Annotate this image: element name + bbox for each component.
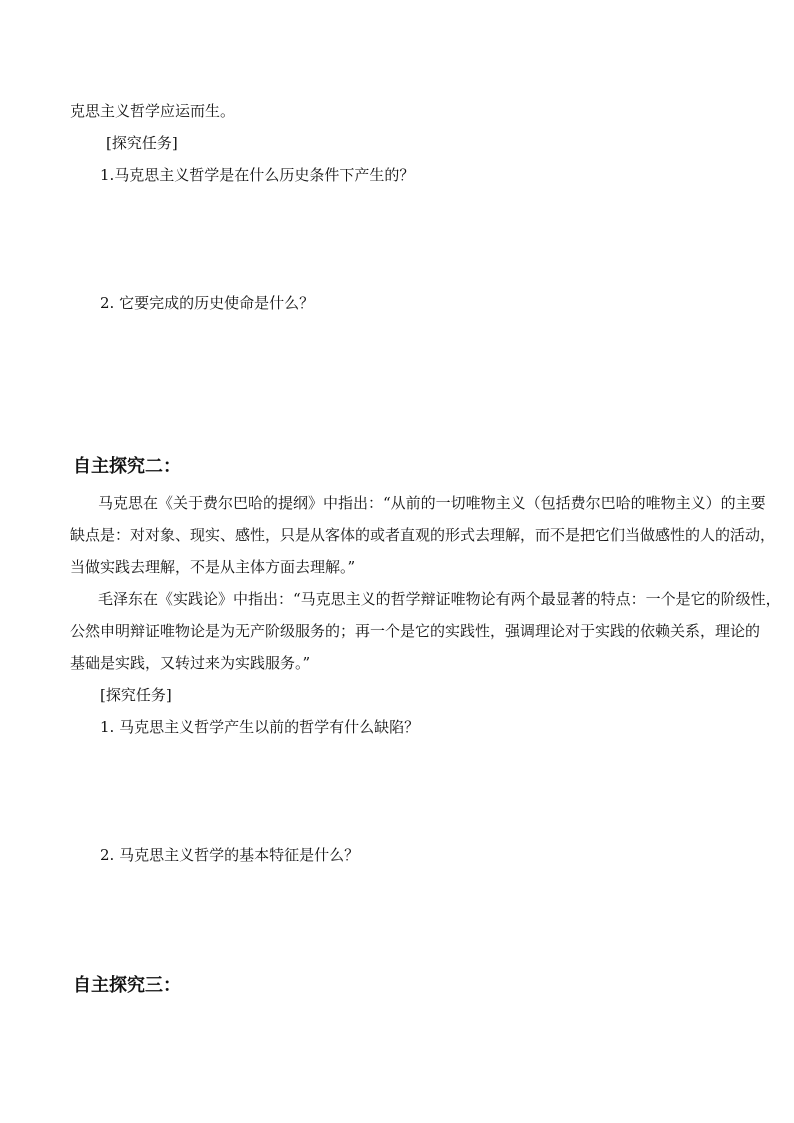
quote-marx-line-1: 马克思在《关于费尔巴哈的提纲》中指出：“从前的一切唯物主义（包括费尔巴哈的唯物主义）的主要 <box>98 494 766 512</box>
quote-mao-line-2: 公然申明辩证唯物论是为无产阶级服务的；再一个是它的实践性，强调理论对于实践的依赖关系，理论的 <box>70 622 761 640</box>
continuation-text: 克思主义哲学应运而生。 <box>70 102 236 120</box>
task-label: [探究任务] <box>106 134 178 152</box>
section-heading-2: 自主探究二： <box>73 456 181 477</box>
question-3: 1. 马克思主义哲学产生以前的哲学有什么缺陷？ <box>100 718 420 736</box>
quote-marx-line-3: 当做实践去理解，不是从主体方面去理解。” <box>70 558 356 576</box>
quote-marx-line-2: 缺点是：对对象、现实、感性，只是从客体的或者直观的形式去理解，而不是把它们当做感性的人的活动， <box>70 526 776 544</box>
quote-mao-line-3: 基础是实践，又转过来为实践服务。” <box>70 654 311 672</box>
question-2: 2. 它要完成的历史使命是什么？ <box>100 294 315 312</box>
section-heading-3: 自主探究三： <box>73 975 181 996</box>
task-label-2: [探究任务] <box>100 686 172 704</box>
question-1: 1.马克思主义哲学是在什么历史条件下产生的？ <box>100 166 415 184</box>
quote-mao-line-1: 毛泽东在《实践论》中指出：“马克思主义的哲学辩证唯物论有两个最显著的特点：一个是它的阶级性， <box>98 590 781 608</box>
question-4: 2. 马克思主义哲学的基本特征是什么？ <box>100 846 360 864</box>
